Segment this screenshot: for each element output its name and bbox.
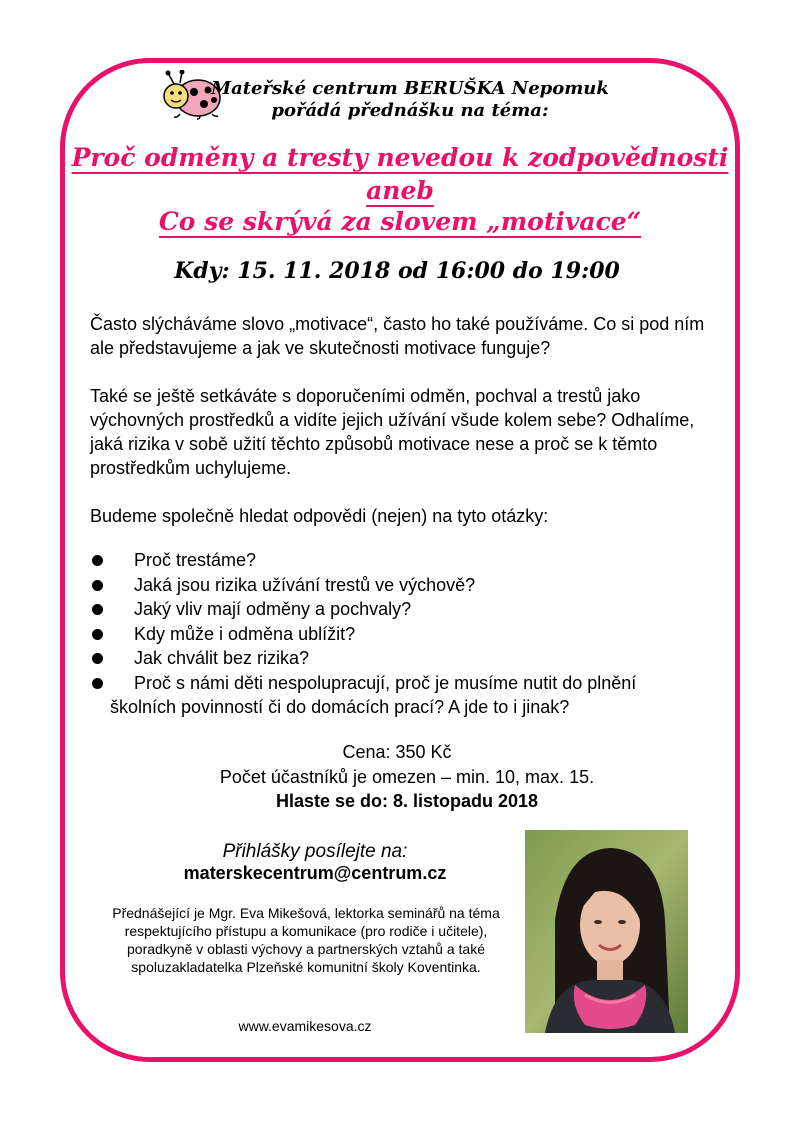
bullet-icon bbox=[92, 629, 103, 640]
lecturer-photo bbox=[525, 830, 688, 1033]
registration-deadline: Hlaste se do: 8. listopadu 2018 bbox=[275, 791, 539, 811]
capacity-note: Počet účastníků je omezen – min. 10, max. 15. bbox=[219, 767, 595, 787]
list-item: Jaký vliv mají odměny a pochvaly? bbox=[90, 597, 730, 622]
bullet-icon bbox=[92, 653, 103, 664]
bullet-icon bbox=[92, 555, 103, 566]
question-list bbox=[90, 548, 730, 720]
contact-label: Přihlášky posílejte na: bbox=[222, 841, 408, 862]
list-item: Proč s námi děti nespolupracují, proč je musíme nutit do plnění školních povinností či do domácích prací? A jde to i jinak? bbox=[90, 671, 730, 720]
invitation-line: pořádá přednášku na téma: bbox=[271, 100, 549, 121]
event-date-time: Kdy: 15. 11. 2018 od 16:00 do 19:00 bbox=[174, 258, 620, 284]
bullet-icon bbox=[92, 604, 103, 615]
intro-paragraph: Často slýcháváme slovo „motivace“, často ho také používáme. Co si pod ním ale představujeme a jak ve skutečnosti motivace funguje? bbox=[90, 314, 705, 358]
lecture-title: Proč odměny a tresty nevedou k zodpovědnosti bbox=[71, 143, 729, 172]
bullet-icon bbox=[92, 580, 103, 591]
list-item: Kdy může i odměna ublížit? bbox=[90, 622, 730, 647]
website-link[interactable]: www.evamikesova.cz bbox=[238, 1018, 372, 1034]
lecturer-bio: Přednášející je Mgr. Eva Mikešová, lektorka seminářů na téma respektujícího přístupu a komunikace (pro rodiče i učitele), poradkyně v oblasti výchovy a partnerských vztahů a také spoluzakladatelka Plzeňské komunitní školy Koventinka. bbox=[112, 905, 500, 975]
list-item: Proč trestáme? bbox=[90, 548, 730, 573]
lecture-subtitle: Co se skrývá za slovem „motivace“ bbox=[158, 207, 642, 236]
list-item: Jak chválit bez rizika? bbox=[90, 646, 730, 671]
title-connector: aneb bbox=[366, 176, 434, 205]
questions-intro: Budeme společně hledat odpovědi (nejen) na tyto otázky: bbox=[90, 506, 549, 526]
organizer-line: Mateřské centrum BERUŠKA Nepomuk bbox=[211, 78, 609, 99]
bullet-icon bbox=[92, 678, 103, 689]
price: Cena: 350 Kč bbox=[342, 742, 452, 762]
list-item: Jaká jsou rizika užívání trestů ve výchově? bbox=[90, 573, 730, 598]
contact-email[interactable]: materskecentrum@centrum.cz bbox=[183, 863, 447, 883]
body-paragraph: Také se ještě setkáváte s doporučeními odměn, pochval a trestů jako výchovných prostředků a vidíte jejich užívání všude kolem sebe? Odhalíme, jaká rizika v sobě užití těchto způsobů motivace nese a proč se k těmto prostředkům uchylujeme. bbox=[90, 386, 695, 478]
